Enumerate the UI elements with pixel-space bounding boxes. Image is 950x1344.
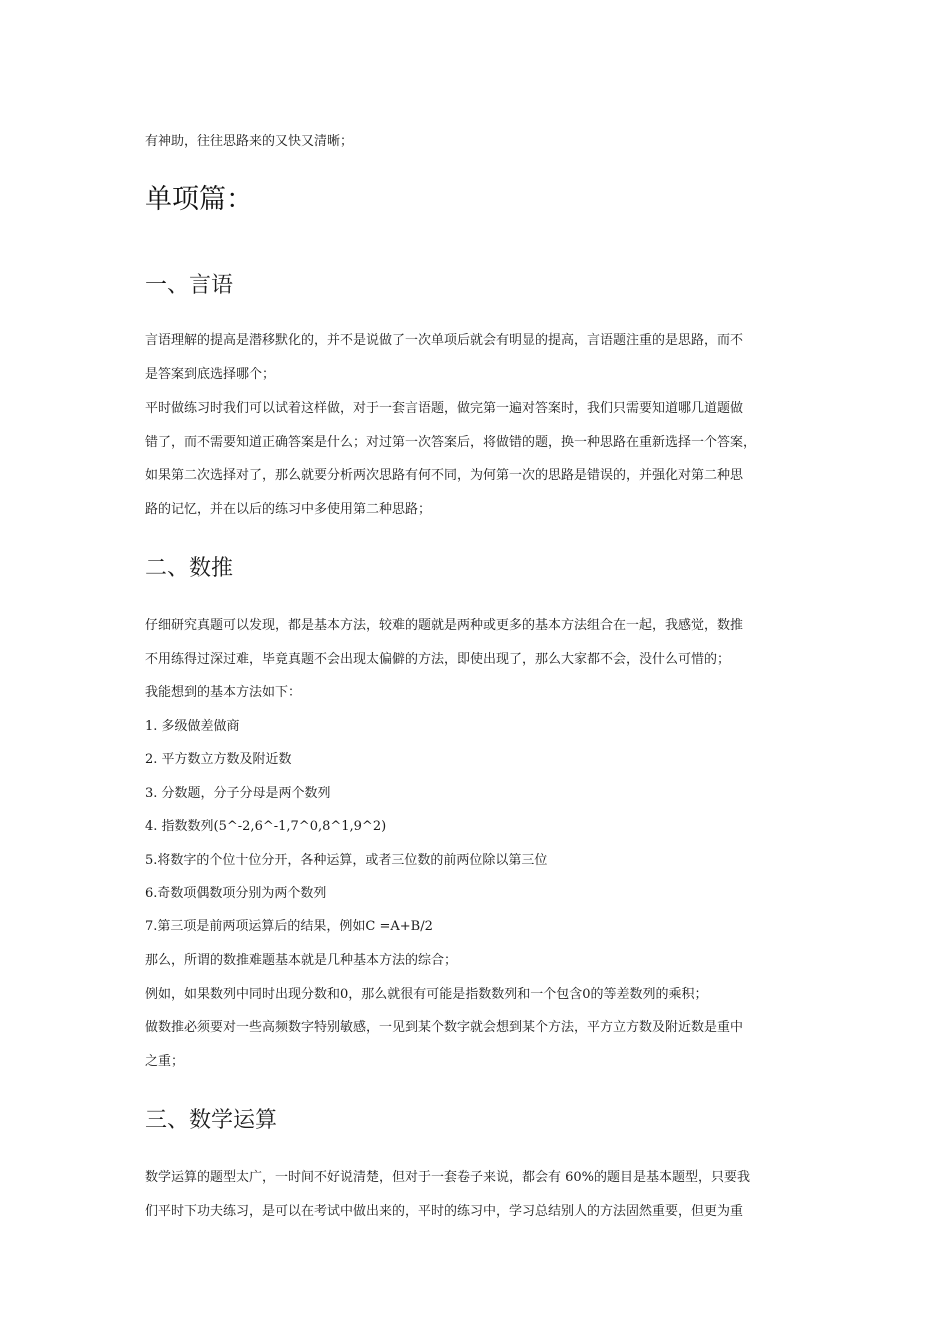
paragraph-line: 那么，所谓的数推难题基本就是几种基本方法的综合； [145,953,458,968]
list-item: 4. 指数数列(5^-2,6^-1,7^0,8^1,9^2) [145,819,387,834]
paragraph-line: 之重； [145,1054,185,1069]
paragraph-line: 们平时下功夫练习，是可以在考试中做出来的，平时的练习中，学习总结别人的方法固然重要，但更为重 [145,1204,744,1219]
list-item: 5.将数字的个位十位分开，各种运算，或者三位数的前两位除以第三位 [145,853,548,868]
paragraph-line: 例如，如果数列中同时出现分数和0，那么就很有可能是指数数列和一个包含0的等差数列的乘积； [145,987,708,1002]
paragraph-line: 言语理解的提高是潜移默化的，并不是说做了一次单项后就会有明显的提高，言语题注重的是思路，而不 [145,333,744,348]
paragraph-line: 做数推必须要对一些高频数字特别敏感，一见到某个数字就会想到某个方法，平方立方数及附近数是重中 [145,1020,744,1035]
page-title: 单项篇： [145,184,253,215]
list-item: 6.奇数项偶数项分别为两个数列 [145,886,327,901]
list-item: 1. 多级做差做商 [145,719,240,734]
section-heading-shuxue-yunsuan: 三、数学运算 [145,1108,278,1133]
paragraph-line: 是答案到底选择哪个； [145,367,276,382]
paragraph-line: 仔细研究真题可以发现，都是基本方法，较难的题就是两种或更多的基本方法组合在一起，我感觉，数推 [145,618,744,633]
paragraph-line: 路的记忆，并在以后的练习中多使用第二种思路； [145,502,432,517]
paragraph-line: 如果第二次选择对了，那么就要分析两次思路有何不同，为何第一次的思路是错误的，并强化对第二种思 [145,468,744,483]
paragraph-line: 错了，而不需要知道正确答案是什么；对过第一次答案后，将做错的题，换一种思路在重新选择一个答案， [145,435,757,450]
intro-line: 有神助，往往思路来的又快又清晰； [145,134,354,149]
list-item: 2. 平方数立方数及附近数 [145,752,292,767]
paragraph-line: 数学运算的题型太广，一时间不好说清楚，但对于一套卷子来说，都会有 60%的题目是基本题型，只要我 [145,1170,751,1185]
paragraph-line: 我能想到的基本方法如下： [145,685,302,700]
section-heading-yanyu: 一、言语 [145,273,234,298]
list-item: 3. 分数题，分子分母是两个数列 [145,786,331,801]
paragraph-line: 不用练得过深过难，毕竟真题不会出现太偏僻的方法，即使出现了，那么大家都不会，没什么可惜的； [145,652,731,667]
list-item: 7.第三项是前两项运算后的结果，例如C =A+B/2 [145,919,433,934]
section-heading-shutui: 二、数推 [145,556,234,581]
paragraph-line: 平时做练习时我们可以试着这样做，对于一套言语题，做完第一遍对答案时，我们只需要知道哪几道题做 [145,401,744,416]
